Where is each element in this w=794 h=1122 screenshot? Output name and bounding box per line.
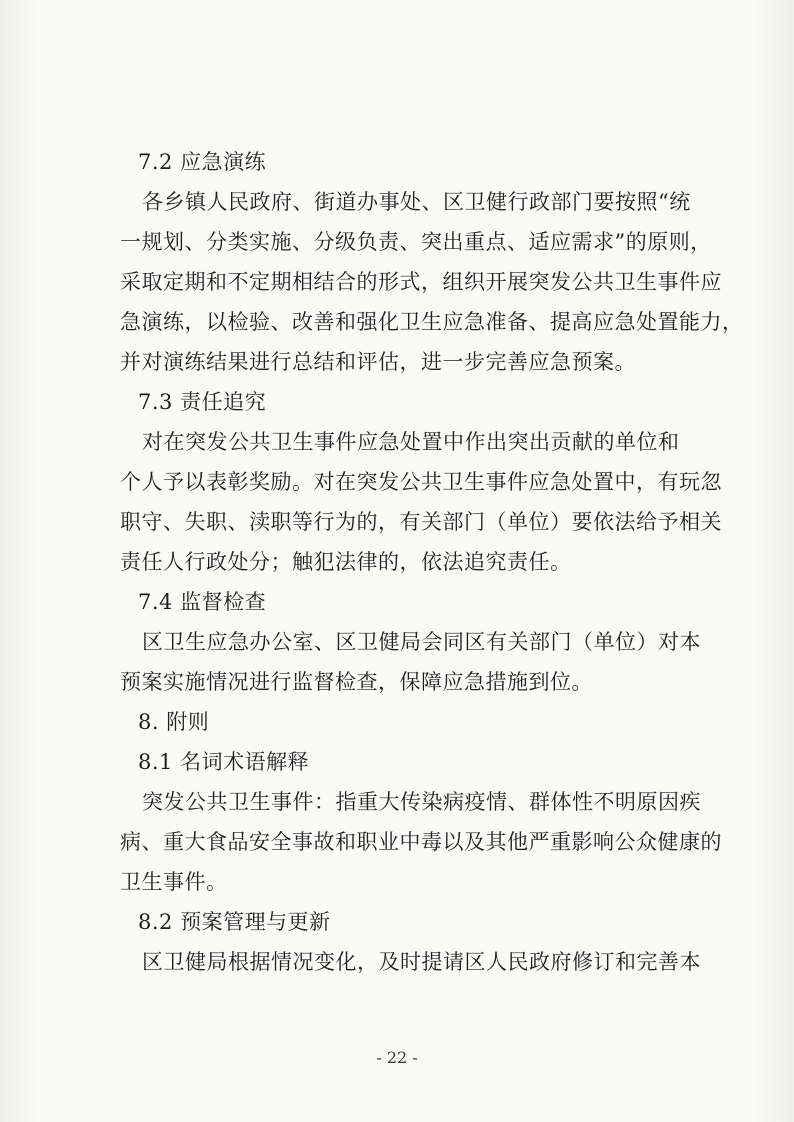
heading-7-2: 7.2 应急演练: [138, 150, 267, 174]
text-line: 病、重大食品安全事故和职业中毒以及其他严重影响公众健康的: [120, 830, 722, 854]
paragraph-7-2: [120, 182, 744, 382]
text-line: 区卫生应急办公室、区卫健局会同区有关部门（单位）对本: [142, 630, 701, 654]
text-line: 区卫健局根据情况变化，及时提请区人民政府修订和完善本: [142, 950, 701, 974]
document-body: [120, 142, 744, 982]
heading-8-2: 8.2 预案管理与更新: [138, 910, 331, 934]
text-line: 责任人行政处分；触犯法律的，依法追究责任。: [120, 550, 572, 574]
text-line: 并对演练结果进行总结和评估，进一步完善应急预案。: [120, 350, 636, 374]
heading-8-1: 8.1 名词术语解释: [138, 750, 310, 774]
text-line: 突发公共卫生事件：指重大传染病疫情、群体性不明原因疾: [142, 790, 701, 814]
heading-7-4: 7.4 监督检查: [138, 590, 267, 614]
paragraph-7-4: [120, 622, 701, 702]
text-line: 各乡镇人民政府、街道办事处、区卫健行政部门要按照“统: [142, 190, 691, 214]
text-line: 急演练，以检验、改善和强化卫生应急准备、提高应急处置能力，: [120, 310, 744, 334]
text-line: 一规划、分类实施、分级负责、突出重点、适应需求”的原则，: [120, 230, 712, 254]
text-line: 预案实施情况进行监督检查，保障应急措施到位。: [120, 670, 593, 694]
heading-8: 8. 附则: [138, 710, 210, 734]
text-line: 职守、失职、渎职等行为的，有关部门（单位）要依法给予相关: [120, 510, 722, 534]
text-line: 卫生事件。: [120, 870, 228, 894]
text-line: 采取定期和不定期相结合的形式，组织开展突发公共卫生事件应: [120, 270, 722, 294]
paragraph-8-2: [120, 942, 701, 982]
page-number: - 22 -: [376, 1048, 418, 1067]
paragraph-7-3: [120, 422, 722, 582]
heading-7-3: 7.3 责任追究: [138, 390, 267, 414]
paragraph-8-1: [120, 782, 722, 902]
text-line: 对在突发公共卫生事件应急处置中作出突出贡献的单位和: [142, 430, 680, 454]
text-line: 个人予以表彰奖励。对在突发公共卫生事件应急处置中，有玩忽: [120, 470, 722, 494]
